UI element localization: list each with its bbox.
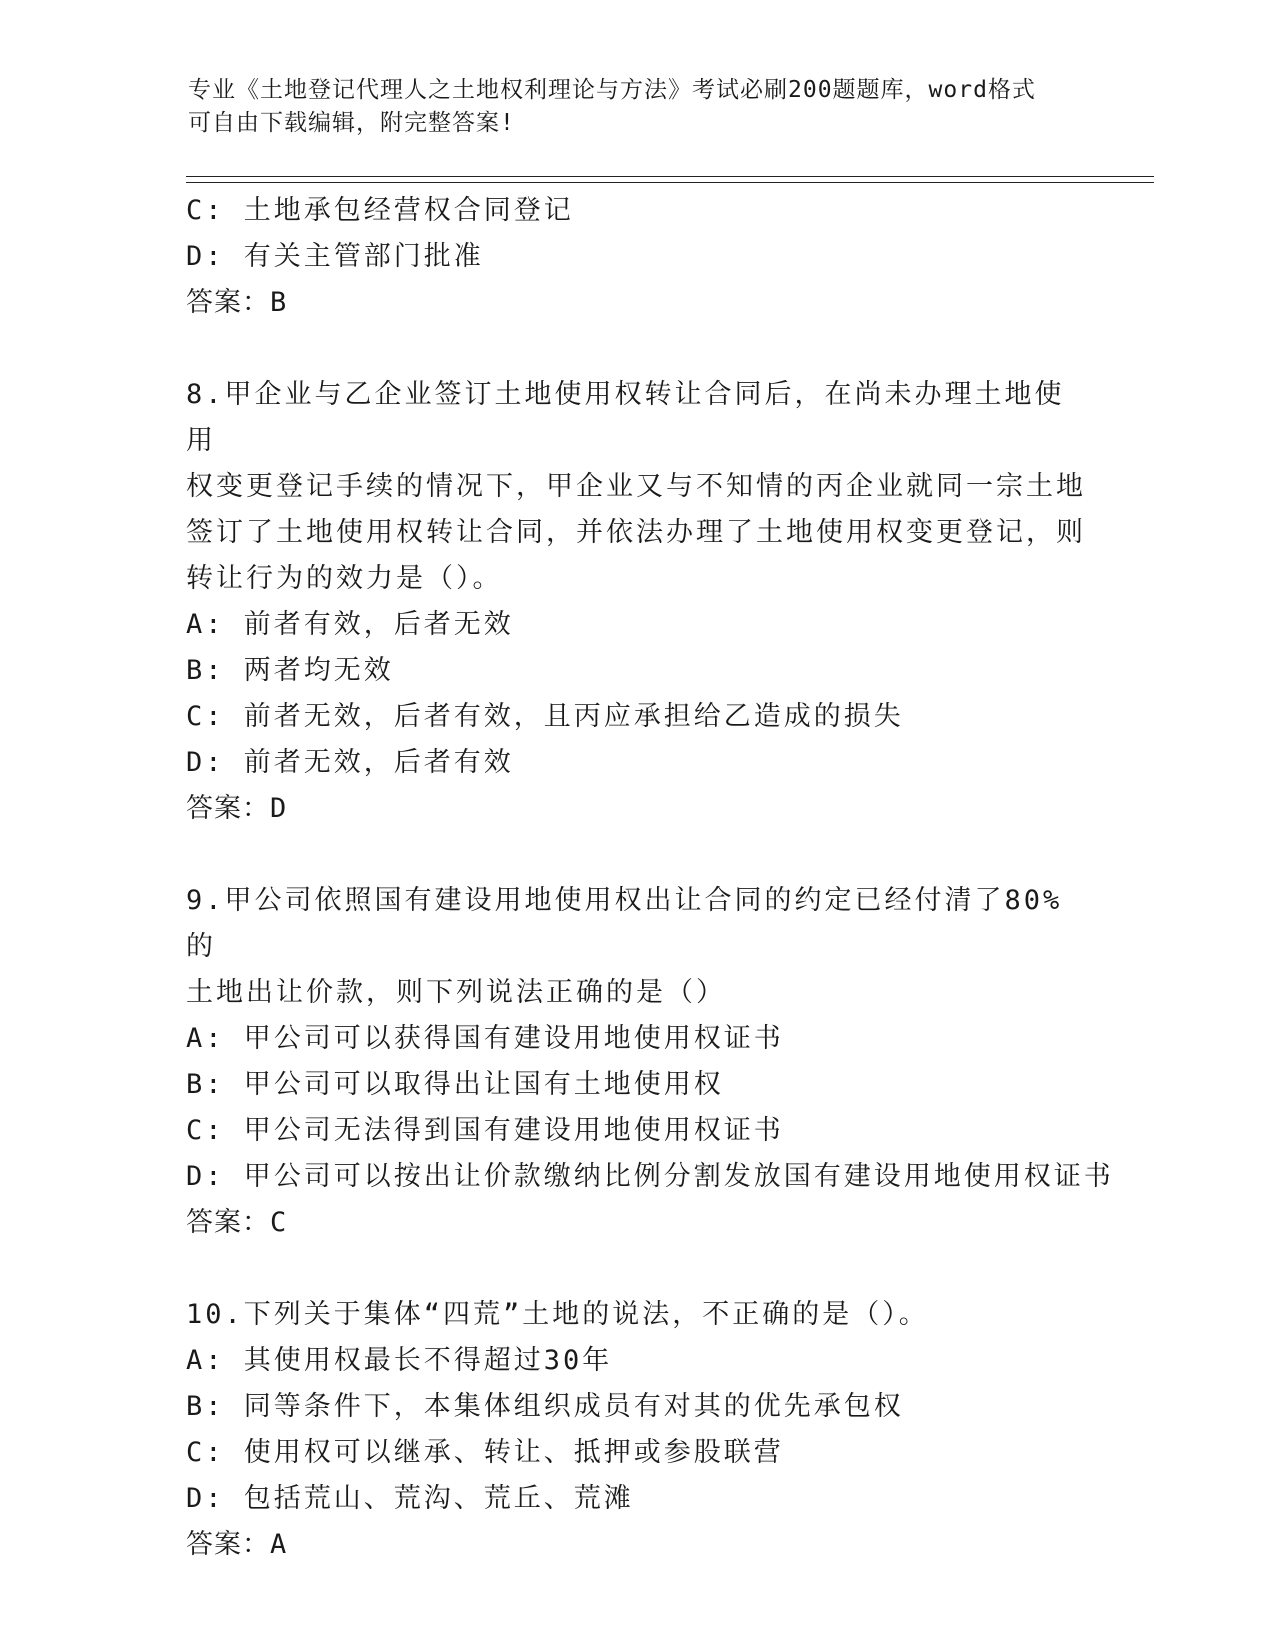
q9-answer [186,1200,1086,1246]
document-header [188,74,1068,140]
q9-option-d: D: 甲公司可以按出让价款缴纳比例分割发放国有建设用地使用权证书 [186,1161,1114,1192]
q8-answer-value: D [270,793,288,824]
answer-label: 答案： [186,793,270,824]
spacer [186,832,1086,878]
question-10 [186,1292,1086,1568]
q8-stem-line-3: 签订了土地使用权转让合同，并依法办理了土地使用权变更登记，则 [186,517,1086,548]
q10-option-c: C: 使用权可以继承、转让、抵押或参股联营 [186,1437,784,1468]
q10-option-b: B: 同等条件下，本集体组织成员有对其的优先承包权 [186,1391,904,1422]
q8-option-d: D: 前者无效，后者有效 [186,747,514,778]
question-9 [186,878,1114,1246]
q10-option-a: A: 其使用权最长不得超过30年 [186,1345,613,1376]
answer-label: 答案： [186,1529,270,1560]
q10-stem-line-1: 10.下列关于集体“四荒”土地的说法，不正确的是（）。 [186,1299,929,1330]
spacer [186,1246,1086,1292]
q9-stem-line-2: 土地出让价款，则下列说法正确的是（） [186,977,726,1008]
header-line-2: 可自由下载编辑，附完整答案! [188,110,515,136]
q9-option-b: B: 甲公司可以取得出让国有土地使用权 [186,1069,724,1100]
q10-option-d: D: 包括荒山、荒沟、荒丘、荒滩 [186,1483,634,1514]
question-7 [186,188,1086,326]
q8-option-a: A: 前者有效，后者无效 [186,609,514,640]
q10-answer-value: A [270,1529,288,1560]
q8-option-c: C: 前者无效，后者有效，且丙应承担给乙造成的损失 [186,701,904,732]
q8-stem-line-4: 转让行为的效力是（）。 [186,563,503,594]
spacer [186,326,1086,372]
q10-answer [186,1522,1086,1568]
q9-option-a: A: 甲公司可以获得国有建设用地使用权证书 [186,1023,784,1054]
q9-option-c: C: 甲公司无法得到国有建设用地使用权证书 [186,1115,784,1146]
q7-answer [186,280,1086,326]
q8-option-b: B: 两者均无效 [186,655,394,686]
answer-label: 答案： [186,287,270,318]
answer-label: 答案： [186,1207,270,1238]
header-line-1: 专业《土地登记代理人之土地权利理论与方法》考试必刷200题题库，word格式 [188,77,1036,103]
question-content [186,188,1114,1568]
q7-option-c: C: 土地承包经营权合同登记 [186,195,574,226]
q9-stem-line-1: 9.甲公司依照国有建设用地使用权出让合同的约定已经付清了80%的 [186,885,1063,962]
q8-stem-line-1: 8.甲企业与乙企业签订土地使用权转让合同后，在尚未办理土地使用 [186,379,1065,456]
q8-stem-line-2: 权变更登记手续的情况下，甲企业又与不知情的丙企业就同一宗土地 [186,471,1086,502]
q7-answer-value: B [270,287,288,318]
q9-answer-value: C [270,1207,288,1238]
question-8 [186,372,1086,832]
q8-answer [186,786,1086,832]
q7-option-d: D: 有关主管部门批准 [186,241,484,272]
header-double-rule [186,176,1154,183]
